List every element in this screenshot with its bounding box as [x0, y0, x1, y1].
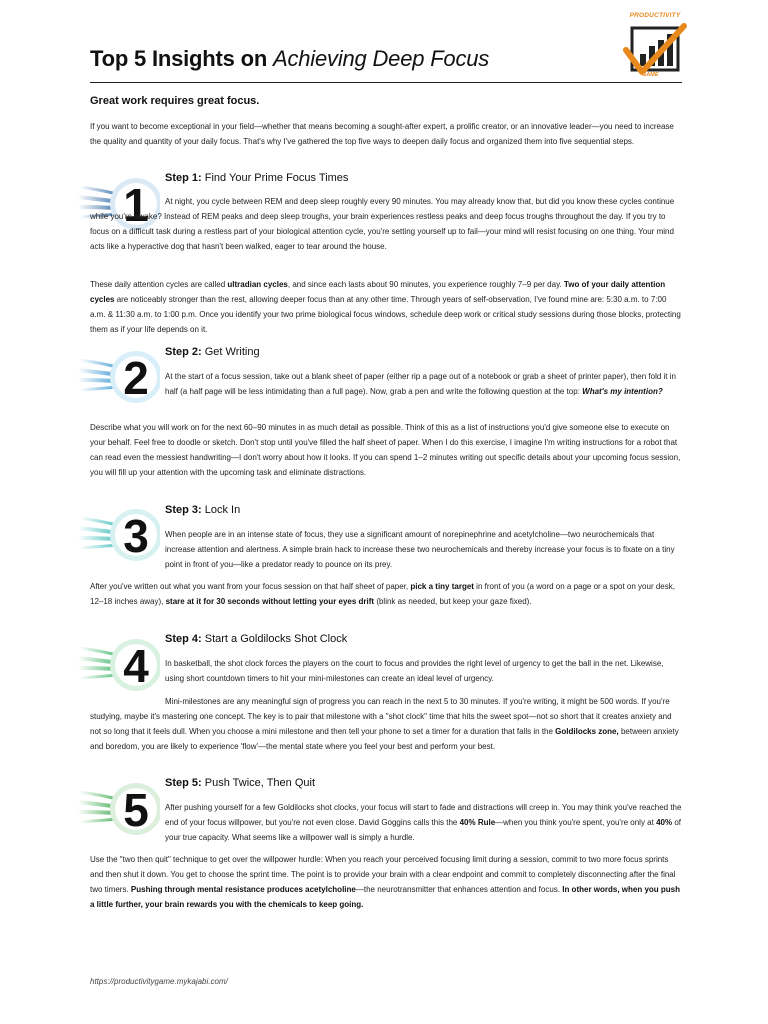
step-2-body-2: Describe what you will work on for the next 60–90 minutes in as much detail as possible. Think of this as a list of instructions you'd give someone else to execute on your behalf. Feel free to doodle or sketch. Don't stop until you've filled the half sheet of paper. When I do this exercise, I imagine I'm writing instructions for a robot that can read even the messiest handwriting—I don't worry about how it looks. If you can spend 1–2 minutes writing out specific details about your upcoming focus session, you will fill up your attention with the upcoming task and eliminate distractions.	[90, 423, 681, 477]
step-3-number-icon	[78, 504, 160, 566]
lead-heading: Great work requires great focus.	[90, 95, 260, 107]
title-bold: Top 5 Insights on	[90, 46, 273, 71]
productivity-game-logo	[620, 12, 690, 80]
step-1-body-2: These daily attention cycles are called ultradian cycles, and since each lasts about 90 minutes, you experience roughly 7–9 per day. Two of your daily attention cycles are noticeably stronger than the rest, allowing deeper focus than at any other time. Through years of self-observation, I've found mine are: 5:30 a.m. to 7:00 a.m. & 11:30 a.m. to 1:00 p.m. Once you identify your two prime biological focus windows, schedule deep work or critical study sessions during those blocks, protecting them as if your life depends on it.	[90, 280, 681, 334]
svg-text:1: 1	[123, 179, 149, 231]
step-5-body-2: Use the "two then quit" technique to get over the willpower hurdle: When you reach your perceived focusing limit during a session, commit to two more focus sprints and then shut it down. You get to choose the sprint time. The point is to provide your brain with a clear endpoint and commit to completely disconnecting after the final two timers. Pushing through mental resistance produces acetylcholine—the neurotransmitter that enhances attention and focus. In other words, when you push a little further, your brain rewards you with the chemicals to keep going.	[90, 855, 680, 909]
step-2-heading: Step 2: Get Writing	[165, 346, 260, 358]
step-5-number-icon	[78, 778, 160, 840]
title-divider	[90, 82, 682, 83]
svg-text:2: 2	[123, 352, 149, 404]
step-4-heading: Step 4: Start a Goldilocks Shot Clock	[165, 633, 348, 645]
svg-text:4: 4	[123, 640, 149, 692]
step-5-body-1: After pushing yourself for a few Goldilocks shot clocks, your focus will start to fade and distractions will creep in. You may think you've reached the end of your focus willpower, but you're not even close. David Goggins calls this the 40% Rule—when you think you're spent, you're only at 40% of your true capacity. What seems like a willpower wall is simply a hurdle.	[165, 803, 682, 842]
svg-text:3: 3	[123, 510, 149, 562]
step-3-body-2: After you've written out what you want from your focus session on that half sheet of paper, pick a tiny target in front of you (a word on a page or a spot on your desk, 12–18 inches away), stare at it for 30 seconds without letting your eyes drift (blink as needed, but keep your gaze fixed).	[90, 582, 675, 606]
step-2-number-icon	[78, 346, 160, 408]
step-4-body-2: Mini-milestones are any meaningful sign of progress you can reach in the next 5 to 30 minutes. If you're writing, it might be 500 words. If you're studying, maybe it's mastering one concept. The key is to pair that milestone with a "shot clock" time that hits the sweet spot—not so short that it creates anxiety and not so long that it feels dull. When you choose a mini milestone and then tell your phone to set a timer for a duration that falls in the Goldilocks zone, between anxiety and boredom, you are likely to experience 'flow'—the mental state where you feel your best and perform your best.	[90, 697, 679, 751]
footer-url[interactable]: https://productivitygame.mykajabi.com/	[90, 977, 228, 986]
step-1-body-1: At night, you cycle between REM and deep sleep roughly every 90 minutes. You may already know that, but did you know these cycles continue while you're awake? Instead of REM peaks and deep sleep troughs, your brain experiences restless peaks and deep focus troughs throughout the day. If you try to focus on a difficult task during a restless part of your biological attention cycle, you're setting yourself up to fail—your mind will resist focusing on one thing. Your mind acts like a hyperactive dog that hasn't been walked, eager to tear around the house.	[90, 197, 675, 251]
logo-top-text: PRODUCTIVITY	[629, 12, 681, 19]
intro-paragraph: If you want to become exceptional in your field—whether that means becoming a sought-after expert, a prolific creator, or an innovative leader—you need to increase the quality and quantity of your daily focus. That's why I've gathered the top five ways to deepen daily focus and organized them into five sequential steps.	[90, 122, 674, 146]
step-5-heading: Step 5: Push Twice, Then Quit	[165, 777, 316, 789]
step-3-heading: Step 3: Lock In	[165, 504, 241, 516]
svg-text:5: 5	[123, 784, 149, 836]
step-4-number-icon	[78, 634, 160, 696]
step-1-heading: Step 1: Find Your Prime Focus Times	[165, 172, 349, 184]
logo-chart-icon	[620, 20, 690, 80]
title-italic: Achieving Deep Focus	[272, 46, 490, 71]
step-4-body-1: In basketball, the shot clock forces the players on the court to focus and provides the right level of urgency to get the ball in the net. Likewise, using short countdown timers to hit your mini-milestones can create an ideal level of urgency.	[165, 659, 664, 683]
step-2-body-1: At the start of a focus session, take out a blank sheet of paper (either rip a page out of a notebook or grab a sheet of printer paper), then fold it in half (a half page will be less intimidating than a full page). Now, grab a pen and write the following question at the top: What's my intention?	[165, 372, 676, 396]
step-3-body-1: When people are in an intense state of focus, they use a significant amount of norepinephrine and acetylcholine—two neurochemicals that increase attention and alertness. A simple brain hack to increase these two neurochemicals and thereby increase your focus is to fixate on a tiny point in front of you—like a predator ready to pounce on its prey.	[165, 530, 675, 569]
logo-bottom-text: GAME	[642, 72, 659, 78]
page-title	[90, 46, 489, 72]
